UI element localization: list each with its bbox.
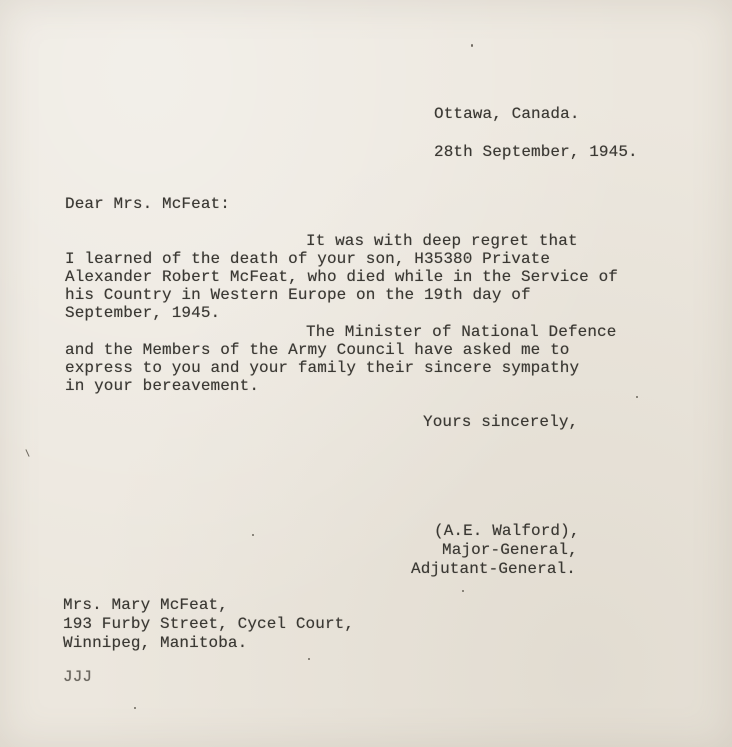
signature-rank: Major-General, [442, 541, 578, 559]
body-line-8: express to you and your family their sincere sympathy [65, 359, 580, 377]
paper-speck [462, 590, 464, 592]
body-line-4: his Country in Western Europe on the 19th day of [65, 286, 531, 304]
body-line-5: September, 1945. [65, 304, 221, 322]
letter-closing: Yours sincerely, [423, 413, 579, 431]
body-line-1: It was with deep regret that [306, 232, 578, 250]
paper-speck [636, 396, 638, 398]
recipient-name: Mrs. Mary McFeat, [63, 596, 228, 614]
body-line-9: in your bereavement. [65, 377, 260, 395]
signature-name: (A.E. Walford), [434, 522, 580, 540]
typist-initials: JJJ [63, 668, 93, 686]
paper-speck [252, 534, 254, 536]
recipient-city: Winnipeg, Manitoba. [63, 634, 248, 652]
letter-salutation: Dear Mrs. McFeat: [65, 195, 230, 213]
letter-place: Ottawa, Canada. [434, 105, 580, 123]
body-line-6: The Minister of National Defence [306, 323, 617, 341]
signature-title: Adjutant-General. [411, 560, 576, 578]
paper-speck [308, 658, 310, 660]
body-line-3: Alexander Robert McFeat, who died while in the Service of [65, 268, 618, 286]
letter-date: 28th September, 1945. [434, 143, 638, 161]
paper-speck [25, 449, 29, 457]
paper-speck [471, 44, 473, 47]
body-line-2: I learned of the death of your son, H35380 Private [65, 250, 551, 268]
paper-speck [134, 707, 136, 709]
recipient-street: 193 Furby Street, Cycel Court, [63, 615, 355, 633]
body-line-7: and the Members of the Army Council have asked me to [65, 341, 570, 359]
